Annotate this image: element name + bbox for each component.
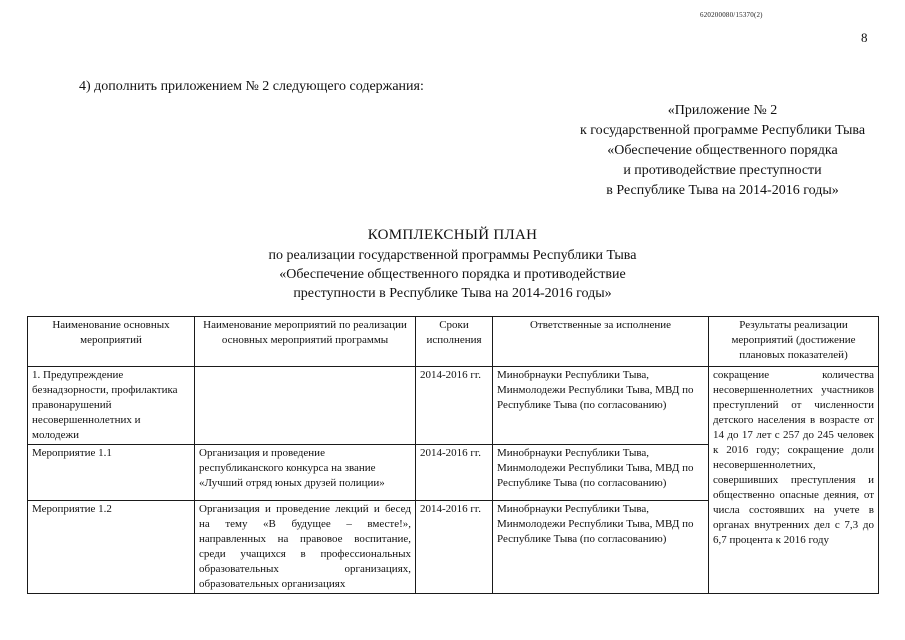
header-terms: Сроки исполнения bbox=[416, 317, 493, 367]
term-cell: 2014-2016 гг. bbox=[416, 367, 493, 445]
table-row bbox=[28, 367, 879, 445]
document-stamp: 620200080/15370(2) bbox=[700, 11, 763, 19]
table-header-row bbox=[28, 317, 879, 367]
responsible-cell: Минобрнауки Республики Тыва, Минмолодежи Республики Тыва, МВД по Республике Тыва (по согласованию) bbox=[493, 367, 709, 445]
plan-subtitle-1: по реализации государственной программы Республики Тыва bbox=[268, 248, 637, 263]
main-activity-cell: 1. Предупреждение безнадзорности, профилактика правонарушений несовершеннолетних и молодежи bbox=[28, 367, 195, 445]
plan-subtitle-2: «Обеспечение общественного порядка и противодействие bbox=[279, 267, 626, 282]
page-number: 8 bbox=[861, 30, 868, 45]
activity-cell: Организация и проведение лекций и бесед на тему «В будущее – вместе!», направленных на правовое воспитание, среди учащихся в профессиональных образовательных организациях, образовательных организациях bbox=[195, 501, 416, 594]
appendix-heading bbox=[520, 101, 905, 201]
plan-heading bbox=[0, 225, 905, 303]
term-cell: 2014-2016 гг. bbox=[416, 501, 493, 594]
appendix-line-1: «Приложение № 2 bbox=[667, 103, 778, 118]
intro-paragraph: 4) дополнить приложением № 2 следующего содержания: bbox=[79, 79, 424, 94]
appendix-line-4: и противодействие преступности bbox=[623, 163, 822, 178]
plan-table bbox=[27, 316, 879, 594]
appendix-line-2: к государственной программе Республики Тыва bbox=[579, 123, 866, 138]
header-activities: Наименование мероприятий по реализации основных мероприятий программы bbox=[195, 317, 416, 367]
header-responsible: Ответственные за исполнение bbox=[493, 317, 709, 367]
header-results: Результаты реализации мероприятий (достижение плановых показателей) bbox=[709, 317, 879, 367]
responsible-cell: Минобрнауки Республики Тыва, Минмолодежи Республики Тыва, МВД по Республике Тыва (по согласованию) bbox=[493, 445, 709, 501]
results-cell: сокращение количества несовершеннолетних участников преступлений от численности детского населения в возрасте от 14 до 17 лет с 257 до 245 человек к 2016 году; сокращение доли несовершеннолетних, совершивших преступления и общественно опасные деяния, от числа состоявших на учете в органах внутренних дел с 7,3 до 6,7 процента к 2016 году bbox=[709, 367, 879, 594]
plan-subtitle-3: преступности в Республике Тыва на 2014-2016 годы» bbox=[293, 286, 612, 301]
activity-cell bbox=[195, 367, 416, 445]
header-main-activities: Наименование основных мероприятий bbox=[28, 317, 195, 367]
main-activity-cell: Мероприятие 1.1 bbox=[28, 445, 195, 501]
responsible-cell: Минобрнауки Республики Тыва, Минмолодежи Республики Тыва, МВД по Республике Тыва (по согласованию) bbox=[493, 501, 709, 594]
activity-cell: Организация и проведение республиканского конкурса на звание «Лучший отряд юных друзей полиции» bbox=[195, 445, 416, 501]
main-activity-cell: Мероприятие 1.2 bbox=[28, 501, 195, 594]
plan-title: КОМПЛЕКСНЫЙ ПЛАН bbox=[367, 227, 538, 243]
appendix-line-5: в Республике Тыва на 2014-2016 годы» bbox=[606, 183, 839, 198]
appendix-line-3: «Обеспечение общественного порядка bbox=[607, 143, 838, 158]
term-cell: 2014-2016 гг. bbox=[416, 445, 493, 501]
